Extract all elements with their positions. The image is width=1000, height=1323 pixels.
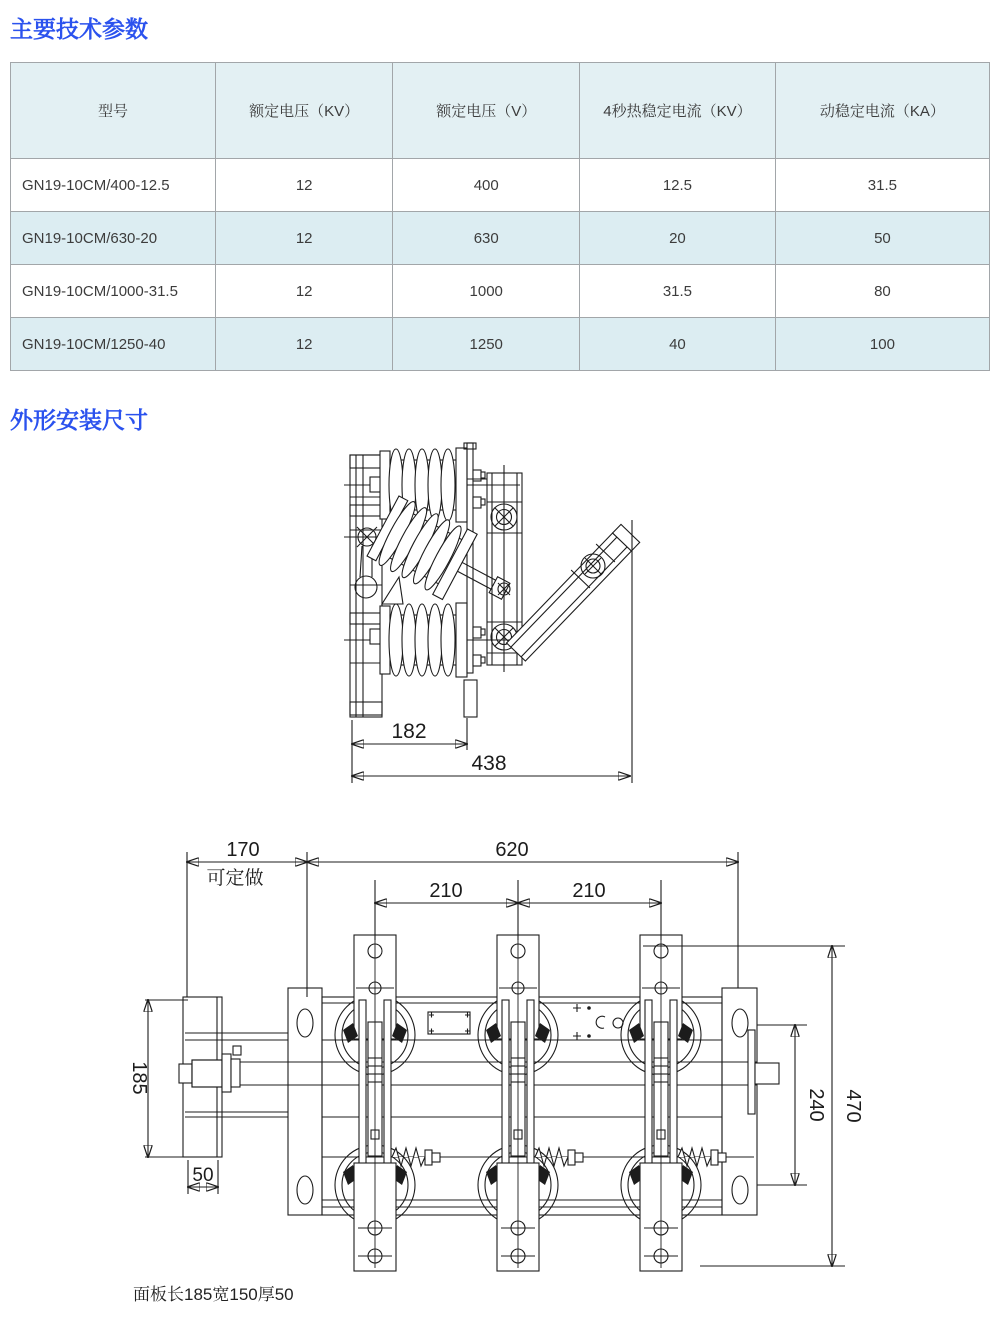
panel-markings	[573, 1004, 623, 1040]
pole-3	[621, 935, 754, 1271]
cell-model: GN19-10CM/1000-31.5	[11, 265, 216, 318]
front-view-drawing	[120, 840, 865, 1280]
cell-value: 1250	[393, 318, 580, 371]
cell-value: 31.5	[775, 159, 989, 212]
cell-value: 12.5	[580, 159, 776, 212]
dim-label-210-left: 210	[429, 880, 463, 902]
side-view-drawing	[340, 440, 650, 790]
table-row	[11, 212, 990, 265]
dim-label-620: 620	[495, 840, 529, 861]
spec-table	[10, 62, 990, 371]
cell-value: 12	[215, 318, 392, 371]
cell-value: 400	[393, 159, 580, 212]
cell-value: 50	[775, 212, 989, 265]
section-title-dimensions: 外形安装尺寸	[10, 407, 148, 433]
table-header-row	[11, 63, 990, 159]
bottom-insulator	[380, 603, 467, 677]
col-header-dynamic-current: 动稳定电流（KA）	[775, 63, 989, 159]
cell-model: GN19-10CM/630-20	[11, 212, 216, 265]
table-row	[11, 318, 990, 371]
dim-label-210-right: 210	[572, 880, 606, 902]
cell-value: 20	[580, 212, 776, 265]
cell-value: 12	[215, 212, 392, 265]
cell-model: GN19-10CM/400-12.5	[11, 159, 216, 212]
dim-label-185: 185	[128, 1061, 150, 1095]
custom-made-label: 可定做	[206, 868, 264, 889]
panel-size-note: 面板长185宽150厚50	[133, 1285, 294, 1304]
cell-value: 630	[393, 212, 580, 265]
section-title-parameters: 主要技术参数	[10, 16, 148, 42]
table-row	[11, 265, 990, 318]
nameplate	[428, 1012, 470, 1034]
operating-mechanism	[179, 997, 779, 1157]
cell-value: 31.5	[580, 265, 776, 318]
table-row	[11, 159, 990, 212]
col-header-rated-voltage-v: 额定电压（V）	[393, 63, 580, 159]
pole-2	[478, 935, 611, 1271]
pole-1	[335, 935, 468, 1271]
dim-label-240: 240	[805, 1088, 827, 1122]
dim-label-470: 470	[842, 1089, 864, 1123]
cell-value: 100	[775, 318, 989, 371]
cell-value: 12	[215, 265, 392, 318]
cell-value: 80	[775, 265, 989, 318]
operating-arm	[507, 524, 640, 661]
dim-label-50: 50	[192, 1165, 214, 1186]
spec-table-head	[11, 63, 990, 159]
col-header-rated-voltage-kv: 额定电压（KV）	[215, 63, 392, 159]
col-header-thermal-current: 4秒热稳定电流（KV）	[580, 63, 776, 159]
col-header-model: 型号	[11, 63, 216, 159]
cell-value: 1000	[393, 265, 580, 318]
dim-label-170: 170	[226, 840, 260, 861]
dim-label-182: 182	[391, 720, 427, 743]
cell-value: 40	[580, 318, 776, 371]
dim-label-438: 438	[471, 752, 507, 775]
spec-table-body	[11, 159, 990, 371]
cell-value: 12	[215, 159, 392, 212]
cell-model: GN19-10CM/1250-40	[11, 318, 216, 371]
